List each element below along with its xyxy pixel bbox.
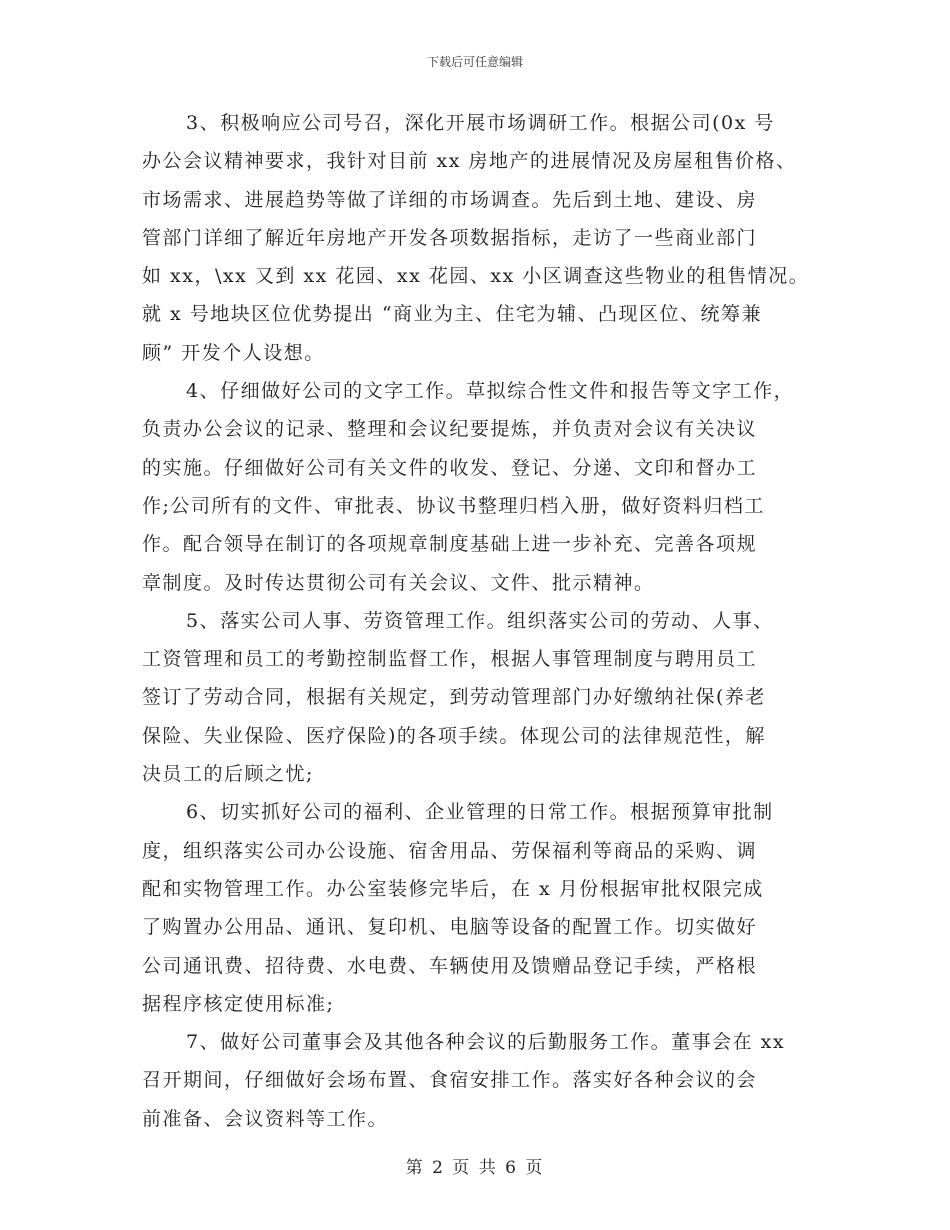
text-line: 管部门详细了解近年房地产开发各项数据指标，走访了一些商业部门 (142, 226, 758, 249)
text-line: 保险、失业保险、医疗保险)的各项手续。体现公司的法律规范性，解 (142, 724, 766, 747)
text-line: 决员工的后顾之忧; (142, 763, 314, 786)
text-line: 召开期间，仔细做好会场布置、食宿安排工作。落实好各种会议的会 (142, 1069, 758, 1092)
text-line: 配和实物管理工作。办公室装修完毕后，在 x 月份根据审批权限完成 (142, 877, 764, 900)
paragraph-6 (142, 793, 822, 1023)
text-line: 章制度。及时传达贯彻公司有关会议、文件、批示精神。 (142, 571, 655, 594)
text-line: 据程序核定使用标准; (142, 992, 335, 1015)
page-header: 下载后可任意编辑 (426, 55, 523, 69)
text-line: 签订了劳动合同，根据有关规定，到劳动管理部门办好缴纳社保(养老 (142, 686, 766, 709)
paragraph-5 (142, 602, 822, 793)
paragraph-7 (142, 1023, 822, 1138)
text-line: 工资管理和员工的考勤控制监督工作，根据人事管理制度与聘用员工 (142, 648, 758, 671)
text-line: 顾” 开发个人设想。 (142, 341, 325, 364)
text-line: 负责办公会议的记录、整理和会议纪要提炼，并负责对会议有关决议 (142, 418, 758, 441)
text-line: 公司通讯费、招待费、水电费、车辆使用及馈赠品登记手续，严格根 (142, 954, 758, 977)
page-footer: 第 2 页 共 6 页 (405, 1158, 545, 1178)
text-line: 度，组织落实公司办公设施、宿舍用品、劳保福利等商品的采购、调 (142, 839, 758, 862)
text-line: 4、仔细做好公司的文字工作。草拟综合性文件和报告等文字工作， (186, 380, 795, 403)
text-line: 了购置办公用品、通讯、复印机、电脑等设备的配置工作。切实做好 (142, 916, 758, 939)
text-line: 7、做好公司董事会及其他各种会议的后勤服务工作。董事会在 xx (186, 1031, 786, 1054)
text-line: 如 xx，\xx 又到 xx 花园、xx 花园、xx 小区调查这些物业的租售情况。 (142, 265, 810, 288)
paragraph-3 (142, 104, 822, 372)
text-line: 办公会议精神要求，我针对目前 xx 房地产的进展情况及房屋租售价格、 (142, 150, 797, 173)
text-line: 5、落实公司人事、劳资管理工作。组织落实公司的劳动、人事、 (186, 609, 774, 632)
text-line: 前准备、会议资料等工作。 (142, 1107, 389, 1130)
document-body (142, 104, 822, 1138)
text-line: 3、积极响应公司号召，深化开展市场调研工作。根据公司(0x 号 (186, 112, 775, 134)
text-line: 的实施。仔细做好公司有关文件的收发、登记、分递、文印和督办工 (142, 456, 758, 479)
paragraph-4 (142, 372, 822, 602)
text-line: 就 x 号地块区位优势提出 “商业为主、住宅为辅、凸现区位、统筹兼 (142, 303, 763, 326)
text-line: 市场需求、进展趋势等做了详细的市场调查。先后到土地、建设、房 (142, 188, 758, 211)
text-line: 6、切实抓好公司的福利、企业管理的日常工作。根据预算审批制 (186, 801, 774, 824)
text-line: 作;公司所有的文件、审批表、协议书整理归档入册，做好资料归档工 (142, 494, 765, 517)
text-line: 作。配合领导在制订的各项规章制度基础上进一步补充、完善各项规 (142, 533, 758, 556)
